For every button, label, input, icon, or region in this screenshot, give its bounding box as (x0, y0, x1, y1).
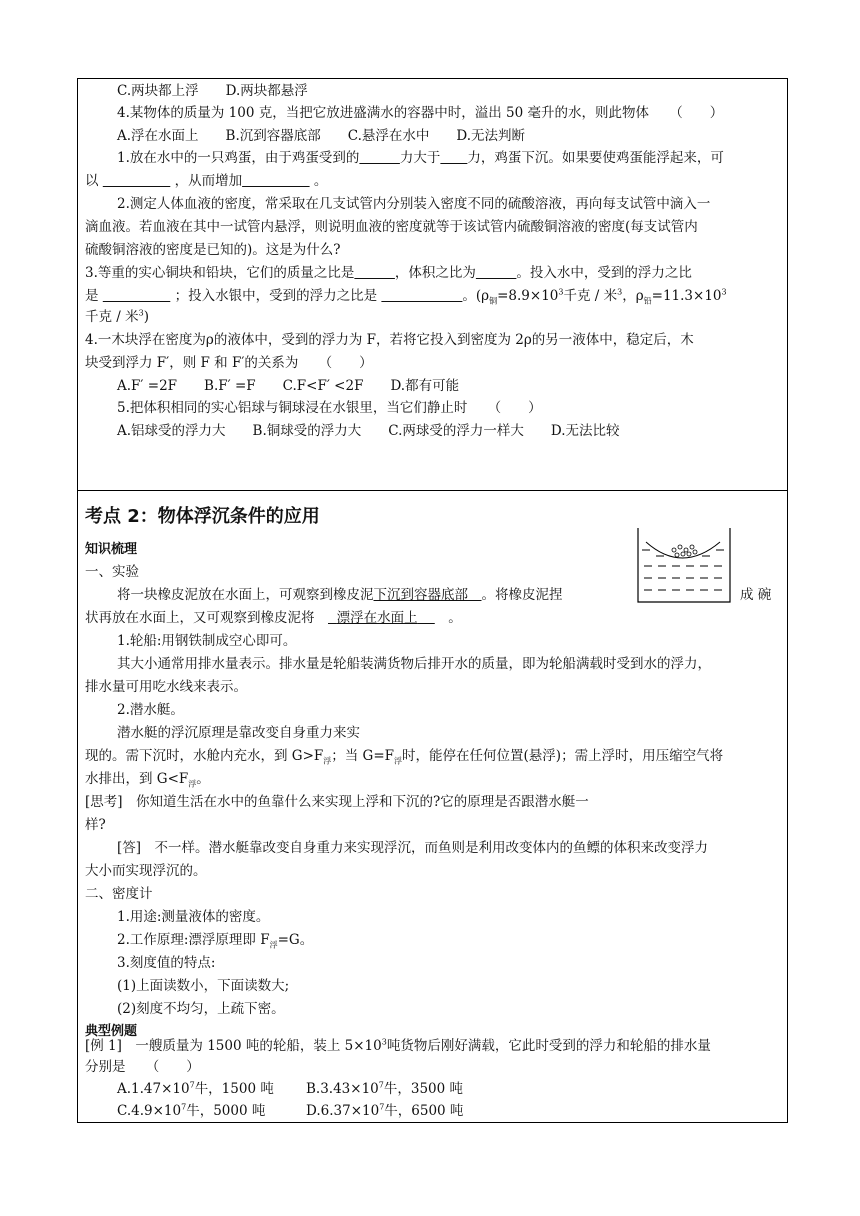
answer-fill: 漂浮在水面上 (336, 610, 418, 626)
blank (440, 150, 467, 166)
submarine-text: 现的。需下沉时，水舱内充水，到 $G>F_浮$；当 $G=F_浮$时，能停在任何位置(悬浮)；需上浮时，用压缩空气将 (85, 748, 724, 766)
blank (103, 173, 171, 189)
blank (103, 288, 171, 304)
question-4b-line: 块受到浮力 F′，则 F 和 F′的关系为 （ ） (85, 355, 373, 371)
ship-title: 1.轮船:用钢铁制成空心即可。 (117, 633, 297, 649)
knowledge-heading: 知识梳理 (85, 542, 138, 557)
fill-question-1-cont: 以 ，从而增加 。 (85, 173, 328, 189)
hydrometer-item: 3.刻度值的特点: (117, 955, 216, 971)
section-title: 考点 2：物体浮沉条件的应用 (85, 506, 320, 527)
hydrometer-item: 2.工作原理:漂浮原理即 $F_浮=G$。 (117, 932, 314, 950)
ship-text: 其大小通常用排水量表示。排水量是轮船装满货物后排开水的质量，即为轮船满载时受到水的浮力， (117, 656, 711, 672)
question-2-line: 滴血液。若血液在其中一试管内悬浮，则说明血液的密度就等于该试管内硫酸铜溶液的密度(每支试管内 (85, 219, 698, 235)
beaker-outline (638, 528, 730, 602)
section-divider (77, 490, 788, 491)
question-3-line: 是 ；投入水银中，受到的浮力之比是 。($\rho_铜=8.9\times 10^3$千克 / 米$^3$，$\rho_铅=11.3\times 10^3$ (85, 287, 727, 306)
question-4: 4.某物体的质量为 100 克，当把它放进盛满水的容器中时，溢出 50 毫升的水，则此物体 （ ） (117, 105, 724, 121)
experiment-text-end: 成 碗 (740, 587, 772, 603)
question-4-options: A.浮在水面上 B.沉到容器底部 C.悬浮在水中 D.无法判断 (117, 128, 526, 144)
blank (354, 265, 395, 281)
fill-question-1: 1.放在水中的一只鸡蛋，由于鸡蛋受到的 力大于 力，鸡蛋下沉。如果要使鸡蛋能浮起来，可 (117, 150, 724, 166)
answer-text: [答] 不一样。潜水艇靠改变自身重力来实现浮沉，而鱼则是利用改变体内的鱼鳔的体积来改变浮力 (117, 840, 709, 856)
blank (476, 265, 517, 281)
example-options: $D.6.37\times 10^7$牛，6500 吨 (306, 1102, 464, 1119)
blank (359, 150, 400, 166)
answer-fill: 下沉到容器底部 (373, 587, 468, 603)
answer-text: 大小而实现浮沉的。 (85, 863, 207, 879)
ship-text: 排水量可用吃水线来表示。 (85, 679, 247, 695)
example-question: 分别是 （ ） (85, 1059, 200, 1075)
example-heading: 典型例题 (85, 1024, 138, 1039)
think-question: 样? (85, 817, 106, 833)
question-4b-options: A.F′ =2F B.F′ =F C.F<F′ <2F D.都有可能 (117, 378, 460, 394)
question-2-line: 硫酸铜溶液的密度是已知的)。这是为什么? (85, 242, 341, 258)
example-options: $C.4.9\times 10^7$牛，5000 吨 (117, 1102, 266, 1119)
hydrometer-item: (2)刻度不均匀，上疏下密。 (117, 1001, 285, 1017)
experiment-text: 状再放在水面上，又可观察到橡皮泥将 漂浮在水面上 。 (85, 610, 462, 626)
think-question: [思考] 你知道生活在水中的鱼靠什么来实现上浮和下沉的?它的原理是否跟潜水艇一 (85, 794, 589, 810)
experiment-heading: 一、实验 (85, 564, 139, 580)
example-question: [例 1] 一艘质量为 1500 吨的轮船，装上 $5\times 10^3$吨货物后刚好满载，它此时受到的浮力和轮船的排水量 (85, 1037, 711, 1054)
submarine-text: 潜水艇的浮沉原理是靠改变自身重力来实 (117, 725, 360, 741)
submarine-title: 2.潜水艇。 (117, 702, 184, 718)
question-4b-line: 4.一木块浮在密度为ρ的液体中，受到的浮力为 F，若将它投入到密度为 2ρ的另一液体中，稳定后，木 (85, 332, 694, 348)
hydrometer-item: 1.用途:测量液体的密度。 (117, 909, 270, 925)
experiment-text: 将一块橡皮泥放在水面上，可观察到橡皮泥下沉到容器底部 。将橡皮泥捏 (117, 587, 563, 603)
blank (381, 288, 462, 304)
question-3-line: 3.等重的实心铜块和铅块，它们的质量之比是 ，体积之比为 。投入水中，受到的浮力之比 (85, 265, 692, 281)
clay-particles (672, 545, 697, 557)
question-2-line: 2.测定人体血液的密度，常采取在几支试管内分别装入密度不同的硫酸溶液，再向每支试管中滴入一 (117, 196, 711, 212)
question-3-line: 千克 / 米$^3$) (85, 308, 150, 325)
example-options: $A.1.47\times 10^7$牛，1500 吨 (117, 1080, 274, 1097)
submarine-text: 水排出，到 $G<F_浮$。 (85, 771, 210, 789)
question-5: 5.把体积相同的实心铝球与铜球浸在水银里，当它们静止时 （ ） (117, 400, 542, 416)
q-option-line: C.两块都上浮 D.两块都悬浮 (117, 83, 308, 99)
hydrometer-heading: 二、密度计 (85, 886, 153, 902)
beaker-diagram (636, 528, 732, 604)
blank (242, 173, 310, 189)
question-5-options: A.铝球受的浮力大 B.铜球受的浮力大 C.两球受的浮力一样大 D.无法比较 (117, 423, 620, 439)
hydrometer-item: (1)上面读数小，下面读数大; (117, 978, 290, 994)
example-options: $B.3.43\times 10^7$牛，3500 吨 (306, 1080, 464, 1097)
